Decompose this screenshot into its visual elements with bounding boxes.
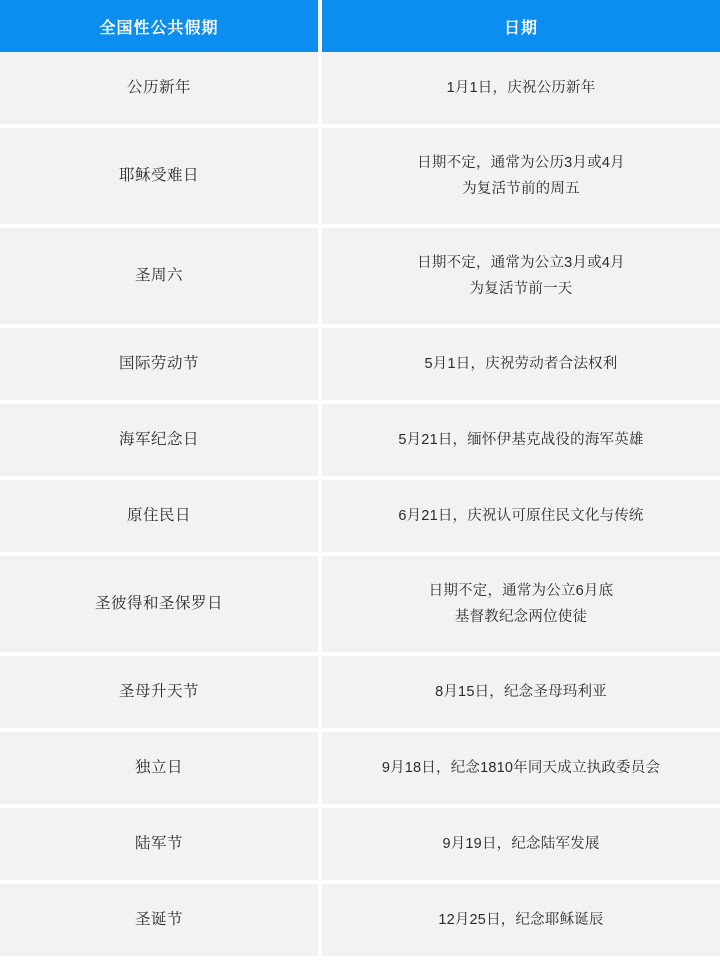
holiday-date-line: 日期不定，通常为公立3月或4月 [417, 255, 625, 271]
table-header-row [0, 0, 720, 52]
table-row [0, 52, 720, 128]
table-body [0, 52, 720, 960]
holiday-date-line: 12月25日，纪念耶稣诞辰 [438, 912, 604, 928]
header-date: 日期 [322, 0, 720, 52]
table-row [0, 404, 720, 480]
holiday-name-cell: 海军纪念日 [0, 404, 318, 480]
table-row [0, 328, 720, 404]
holiday-date-cell [322, 128, 720, 228]
holiday-date-cell [322, 556, 720, 656]
holiday-date-cell [322, 480, 720, 556]
holiday-date-cell [322, 328, 720, 404]
holiday-date-cell [322, 404, 720, 480]
holiday-name-cell: 圣诞节 [0, 884, 318, 960]
holiday-name-cell: 圣彼得和圣保罗日 [0, 556, 318, 656]
table-row [0, 656, 720, 732]
holiday-date-line: 5月1日，庆祝劳动者合法权利 [424, 356, 618, 372]
holiday-date-cell [322, 656, 720, 732]
holiday-date-cell [322, 808, 720, 884]
holiday-name-cell: 独立日 [0, 732, 318, 808]
holiday-date-line: 日期不定，通常为公历3月或4月 [417, 155, 625, 171]
holiday-name-cell: 公历新年 [0, 52, 318, 128]
holiday-name-cell: 陆军节 [0, 808, 318, 884]
holiday-date-line: 9月18日，纪念1810年同天成立执政委员会 [381, 760, 661, 776]
holiday-name-cell: 圣母升天节 [0, 656, 318, 732]
table-row [0, 480, 720, 556]
table-row [0, 732, 720, 808]
holiday-date-line: 基督教纪念两位使徒 [454, 609, 588, 625]
holiday-date-line: 为复活节前的周五 [462, 181, 580, 197]
holiday-date-line: 日期不定，通常为公立6月底 [428, 583, 614, 599]
header-holiday-name: 全国性公共假期 [0, 0, 318, 52]
table-row [0, 556, 720, 656]
table-row [0, 228, 720, 328]
holiday-name-cell: 圣周六 [0, 228, 318, 328]
holiday-date-line: 9月19日，纪念陆军发展 [442, 836, 600, 852]
table-row [0, 884, 720, 960]
table-row [0, 128, 720, 228]
holiday-name-cell: 国际劳动节 [0, 328, 318, 404]
holiday-date-line: 8月15日，纪念圣母玛利亚 [435, 684, 607, 700]
holiday-name-cell: 原住民日 [0, 480, 318, 556]
holiday-name-cell: 耶稣受难日 [0, 128, 318, 228]
holiday-date-line: 6月21日，庆祝认可原住民文化与传统 [398, 508, 644, 524]
holiday-date-cell [322, 732, 720, 808]
holiday-date-cell [322, 228, 720, 328]
table-row [0, 808, 720, 884]
holiday-date-line: 5月21日，缅怀伊基克战役的海军英雄 [398, 432, 644, 448]
holiday-date-cell [322, 884, 720, 960]
holiday-date-cell [322, 52, 720, 128]
holiday-date-line: 1月1日，庆祝公历新年 [446, 80, 596, 96]
holiday-date-line: 为复活节前一天 [469, 281, 573, 297]
